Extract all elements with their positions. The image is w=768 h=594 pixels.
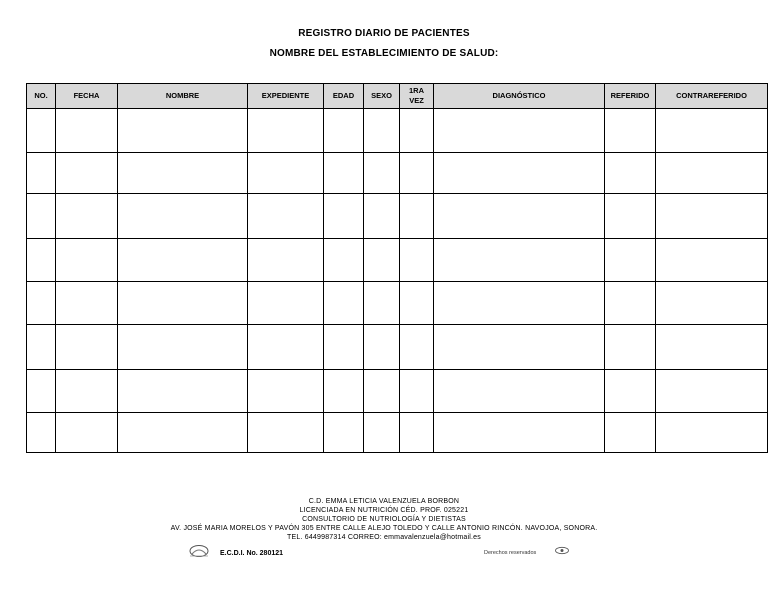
table-cell[interactable] [27,413,56,453]
table-row [27,282,768,325]
table-cell[interactable] [324,239,364,282]
table-cell[interactable] [27,370,56,413]
col-header-fecha: FECHA [56,84,118,109]
table-cell[interactable] [434,370,605,413]
table-cell[interactable] [434,153,605,194]
table-cell[interactable] [118,109,248,153]
table-cell[interactable] [400,194,434,239]
rights-reserved: Derechos reservados [484,550,537,556]
table-cell[interactable] [400,109,434,153]
table-cell[interactable] [364,282,400,325]
table-cell[interactable] [27,325,56,370]
table-cell[interactable] [656,239,768,282]
table-cell[interactable] [656,153,768,194]
table-cell[interactable] [118,282,248,325]
footer-line: LICENCIADA EN NUTRICIÓN CÉD. PROF. 025221 [299,507,469,514]
table-cell[interactable] [605,413,656,453]
table-cell[interactable] [400,153,434,194]
table-cell[interactable] [56,282,118,325]
table-cell[interactable] [248,153,324,194]
table-cell[interactable] [56,413,118,453]
table-row [27,325,768,370]
table-cell[interactable] [400,413,434,453]
table-cell[interactable] [324,325,364,370]
col-header-no: NO. [27,84,56,109]
footer-line: AV. JOSÉ MARIA MORELOS Y PAVÓN 305 ENTRE CALLE ALEJO TOLEDO Y CALLE ANTONIO RINCÓN. NAVOJOA, SONORA. [170,525,598,532]
table-cell[interactable] [27,153,56,194]
table-cell[interactable] [364,239,400,282]
table-row [27,239,768,282]
table-cell[interactable] [248,109,324,153]
table-header-row [27,84,768,109]
table-cell[interactable] [118,153,248,194]
col-header-primera-vez: 1RA VEZ [400,84,434,109]
table-cell[interactable] [434,325,605,370]
table-cell[interactable] [605,194,656,239]
table-row [27,370,768,413]
footer-line: TEL. 6449987314 CORREO: emmavalenzuela@hotmail.es [287,534,481,541]
table-cell[interactable] [364,370,400,413]
table-cell[interactable] [27,239,56,282]
table-cell[interactable] [324,109,364,153]
table-cell[interactable] [27,282,56,325]
table-cell[interactable] [400,282,434,325]
table-cell[interactable] [56,194,118,239]
patient-register-table [26,83,768,453]
table-row [27,194,768,239]
col-header-nombre: NOMBRE [118,84,248,109]
table-cell[interactable] [248,239,324,282]
table-cell[interactable] [434,239,605,282]
footer-contact [0,497,768,542]
table-cell[interactable] [324,282,364,325]
col-header-contrareferido: CONTRAREFERIDO [656,84,768,109]
table-cell[interactable] [656,325,768,370]
col-header-edad: EDAD [324,84,364,109]
table-cell[interactable] [324,194,364,239]
table-cell[interactable] [656,370,768,413]
table-cell[interactable] [324,413,364,453]
table-cell[interactable] [248,325,324,370]
col-header-sexo: SEXO [364,84,400,109]
table-cell[interactable] [364,109,400,153]
table-row [27,109,768,153]
logo-icon [188,544,210,558]
table-cell[interactable] [434,109,605,153]
footer-line: C.D. EMMA LETICIA VALENZUELA BORBON [308,498,460,505]
table-cell[interactable] [400,325,434,370]
table-cell[interactable] [364,153,400,194]
table-cell[interactable] [656,282,768,325]
col-header-referido: REFERIDO [605,84,656,109]
table-cell[interactable] [248,282,324,325]
table-cell[interactable] [56,153,118,194]
table-cell[interactable] [605,153,656,194]
table-cell[interactable] [248,194,324,239]
document-title: REGISTRO DIARIO DE PACIENTES [298,28,470,39]
table-cell[interactable] [324,370,364,413]
table-cell[interactable] [248,370,324,413]
table-cell[interactable] [56,239,118,282]
table-cell[interactable] [118,194,248,239]
table-cell[interactable] [400,370,434,413]
table-cell[interactable] [605,370,656,413]
table-cell[interactable] [248,413,324,453]
table-cell[interactable] [118,325,248,370]
table-cell[interactable] [434,282,605,325]
table-cell[interactable] [656,194,768,239]
table-cell[interactable] [364,194,400,239]
table-cell[interactable] [118,370,248,413]
table-cell[interactable] [605,325,656,370]
ecdi-number: E.C.D.I. No. 280121 [220,550,284,557]
table-cell[interactable] [605,109,656,153]
table-cell[interactable] [656,109,768,153]
table-cell[interactable] [324,153,364,194]
eye-icon [554,546,570,555]
establishment-label: NOMBRE DEL ESTABLECIMIENTO DE SALUD: [269,48,499,59]
table-cell[interactable] [27,109,56,153]
table-row [27,153,768,194]
table-cell[interactable] [118,239,248,282]
table-cell[interactable] [118,413,248,453]
table-cell[interactable] [605,239,656,282]
table-cell[interactable] [605,282,656,325]
table-cell[interactable] [400,239,434,282]
table-cell[interactable] [27,194,56,239]
table-cell[interactable] [434,194,605,239]
table-cell[interactable] [364,413,400,453]
table-cell[interactable] [656,413,768,453]
table-row [27,413,768,453]
table-cell[interactable] [56,370,118,413]
table-cell[interactable] [56,109,118,153]
table-cell[interactable] [364,325,400,370]
footer-line: CONSULTORIO DE NUTRIOLOGÍA Y DIETISTAS [302,516,466,523]
col-header-expediente: EXPEDIENTE [248,84,324,109]
col-header-diagnostico: DIAGNÓSTICO [434,84,605,109]
table-cell[interactable] [434,413,605,453]
table-cell[interactable] [56,325,118,370]
